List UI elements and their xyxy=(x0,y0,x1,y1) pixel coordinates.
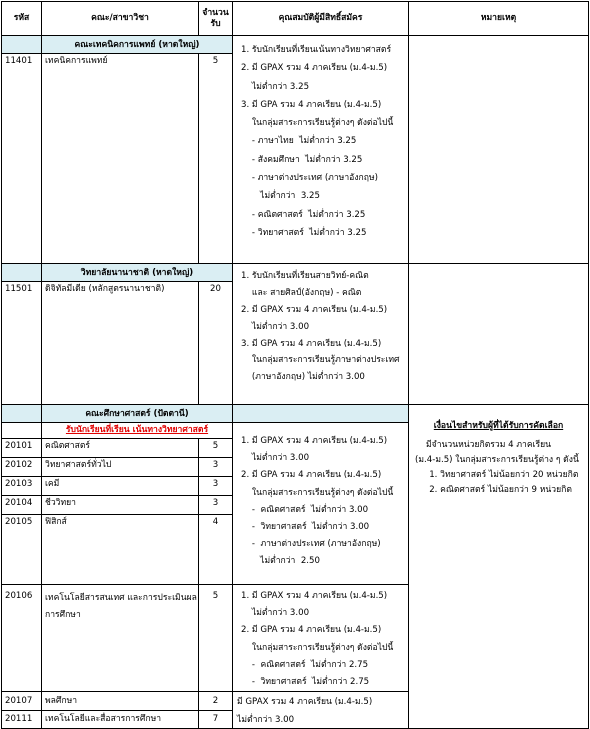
code-cell: 20105 xyxy=(2,515,42,585)
count-cell: 3 xyxy=(199,496,233,515)
section-title-row xyxy=(2,264,589,282)
qualification-cell: มี GPAX รวม 4 ภาคเรียน (ม.4-ม.5) ไม่ต่ำกว่า 3.00 xyxy=(233,692,409,729)
code-cell: 20111 xyxy=(2,711,42,729)
header-code: รหัส xyxy=(2,2,42,36)
count-cell: 2 xyxy=(199,692,233,711)
faculty-cell: เทคโนโลยีและสื่อสารการศึกษา xyxy=(42,711,199,729)
note-line: 2. คณิตศาสตร์ ไม่น้อยกว่า 9 หน่วยกิต xyxy=(421,485,572,495)
section-title: วิทยาลัยนานาชาติ (หาดใหญ่) xyxy=(42,264,233,282)
section-title-row xyxy=(2,36,589,54)
section-title: คณะเทคนิคการแพทย์ (หาดใหญ่) xyxy=(42,36,233,54)
note-line: มีจำนวนหน่วยกิตรวม 4 ภาคเรียน xyxy=(426,440,552,450)
faculty-cell: ฟิสิกส์ xyxy=(42,515,199,585)
count-cell: 5 xyxy=(199,585,233,692)
section-subtitle: รับนักเรียนที่เรียน เน้นทางวิทยาศาสตร์ xyxy=(42,423,233,439)
header-count: จำนวน รับ xyxy=(199,2,233,36)
faculty-cell: วิทยาศาสตร์ทั่วไป xyxy=(42,458,199,477)
count-cell: 3 xyxy=(199,477,233,496)
admission-table xyxy=(1,1,589,729)
count-cell: 4 xyxy=(199,515,233,585)
count-cell: 3 xyxy=(199,458,233,477)
faculty-cell: ชีววิทยา xyxy=(42,496,199,515)
code-cell: 11401 xyxy=(2,54,42,264)
qualification-cell: 1. รับนักเรียนที่เรียนเน้นทางวิทยาศาสตร์ 2. มี GPAX รวม 4 ภาคเรียน (ม.4-ม.5) ไม่ต่ำกว่า 3.25 3. มี GPA รวม 4 ภาคเรียน (ม.4-ม.5) ในกลุ่มสาระการเรียนรู้ต่างๆ ดังต่อไปนี้ - ภาษาไทย ไม่ต่ำกว่า 3.25 - สังคมศึกษา ไม่ต่ำกว่า 3.25 - ภาษาต่างประเทศ (ภาษาอังกฤษ) ไม่ต่ำกว่า 3.25 - คณิตศาสตร์ ไม่ต่ำกว่า 3.25 - วิทยาศาสตร์ ไม่ต่ำกว่า 3.25 xyxy=(233,36,409,264)
code-cell: 20107 xyxy=(2,692,42,711)
count-cell: 5 xyxy=(199,439,233,458)
faculty-cell: เทคโนโลยีสารสนเทศ และการประเมินผล การศึกษา xyxy=(42,585,199,692)
faculty-cell: เคมี xyxy=(42,477,199,496)
section-title: คณะศึกษาศาสตร์ (ปัตตานี) xyxy=(42,405,233,423)
section-title-row xyxy=(2,405,589,423)
note-line: (ม.4-ม.5) ในกลุ่มสาระการเรียนรู้ต่าง ๆ ดังนี้ xyxy=(415,455,579,465)
qualification-cell: 1. รับนักเรียนที่เรียนสายวิทย์-คณิต และ สายศิลป์(อังกฤษ) - คณิต 2. มี GPAX รวม 4 ภาคเรียน (ม.4-ม.5) ไม่ต่ำกว่า 3.00 3. มี GPA รวม 4 ภาคเรียน (ม.4-ม.5) ในกลุ่มสาระการเรียนรู้ภาษาต่างประเทศ (ภาษาอังกฤษ) ไม่ต่ำกว่า 3.00 xyxy=(233,264,409,405)
qualification-cell: 1. มี GPAX รวม 4 ภาคเรียน (ม.4-ม.5) ไม่ต่ำกว่า 3.00 2. มี GPA รวม 4 ภาคเรียน (ม.4-ม.5) ในกลุ่มสาระการเรียนรู้ต่างๆ ดังต่อไปนี้ - คณิตศาสตร์ ไม่ต่ำกว่า 2.75 - วิทยาศาสตร์ ไม่ต่ำกว่า 2.75 xyxy=(233,585,409,692)
code-cell: 20102 xyxy=(2,458,42,477)
code-cell: 20103 xyxy=(2,477,42,496)
code-cell: 20104 xyxy=(2,496,42,515)
faculty-cell: คณิตศาสตร์ xyxy=(42,439,199,458)
count-cell: 5 xyxy=(199,54,233,264)
header-faculty: คณะ/สาขาวิชา xyxy=(42,2,199,36)
qualification-cell: 1. มี GPAX รวม 4 ภาคเรียน (ม.4-ม.5) ไม่ต่ำกว่า 3.00 2. มี GPA รวม 4 ภาคเรียน (ม.4-ม.5) ในกลุ่มสาระการเรียนรู้ต่างๆ ดังต่อไปนี้ - คณิตศาสตร์ ไม่ต่ำกว่า 3.00 - วิทยาศาสตร์ ไม่ต่ำกว่า 3.00 - ภาษาต่างประเทศ (ภาษาอังกฤษ) ไม่ต่ำกว่า 2.50 xyxy=(233,423,409,585)
note-cell xyxy=(409,36,589,264)
faculty-cell: พลศึกษา xyxy=(42,692,199,711)
note-cell xyxy=(409,264,589,405)
faculty-cell: เทคนิคการแพทย์ xyxy=(42,54,199,264)
note-line: 1. วิทยาศาสตร์ ไม่น้อยกว่า 20 หน่วยกิต xyxy=(421,470,579,480)
count-cell: 20 xyxy=(199,282,233,405)
code-cell: 11501 xyxy=(2,282,42,405)
code-cell: 20101 xyxy=(2,439,42,458)
note-heading: เงื่อนไขสำหรับผู้ที่ได้รับการคัดเลือก xyxy=(433,421,564,431)
header-note: หมายเหตุ xyxy=(409,2,589,36)
note-cell xyxy=(409,405,589,729)
table-header-row xyxy=(2,2,589,36)
header-qualification: คุณสมบัติผู้มีสิทธิ์สมัคร xyxy=(233,2,409,36)
count-cell: 7 xyxy=(199,711,233,729)
code-cell: 20106 xyxy=(2,585,42,692)
faculty-cell: ดิจิทัลมีเดีย (หลักสูตรนานาชาติ) xyxy=(42,282,199,405)
